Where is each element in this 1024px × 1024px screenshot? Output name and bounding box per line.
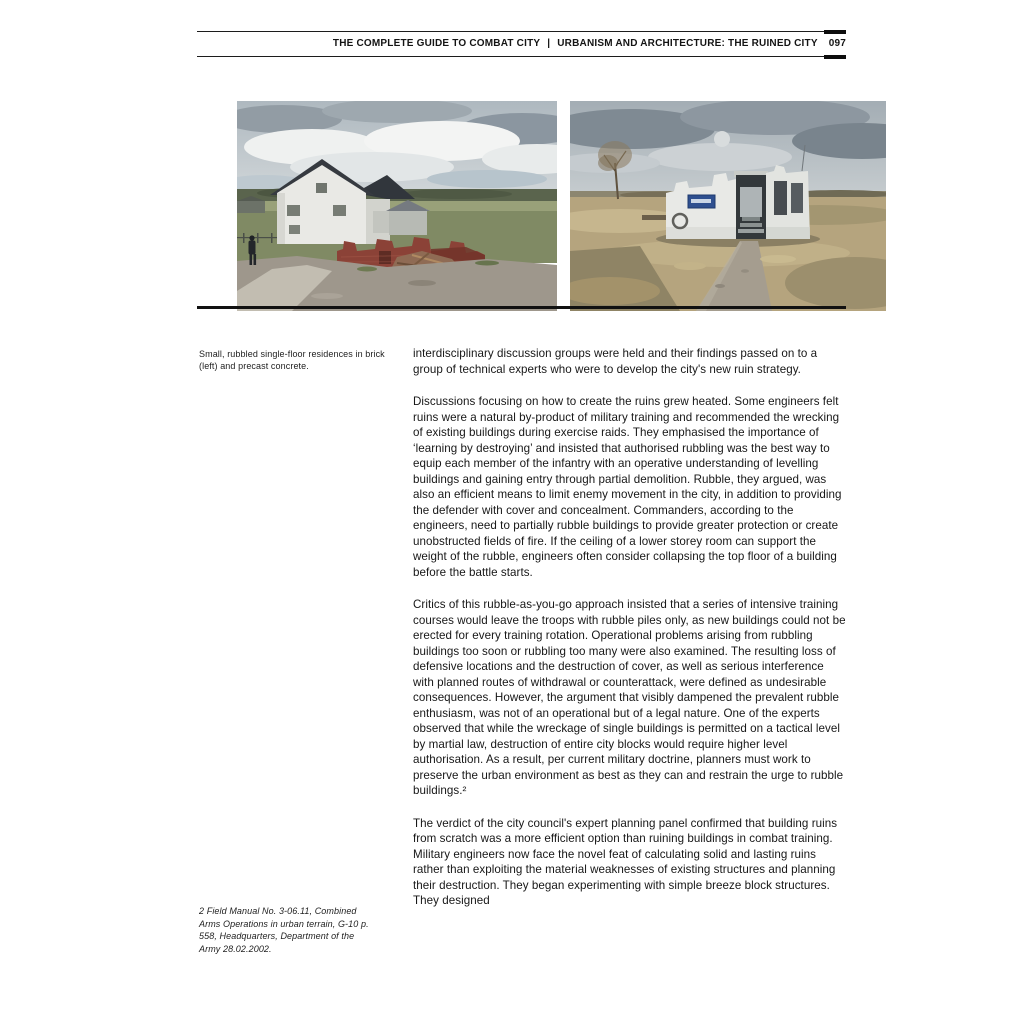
header-rule-top-end-bar [824,30,846,34]
body-paragraph: Critics of this rubble-as-you-go approach insisted that a series of intensive training courses would leave the troops with rubble piles only, as new buildings could not be erected for every training rotation. Operational problems arising from rubbling buildings too soon or rubbling too many were also examined. The resulting loss of defensive locations and the destruction of cover, as well as serious interference with planned routes of withdrawal or counterattack, were defined as undesirable consequences. However, the argument that visibly dampened the prevalent rubble enthusiasm, was not of an operational but of a legal nature. One of the experts observed that while the wreckage of single buildings is permitted on a tactical level by martial law, destruction of entire city blocks would require higher level authorisation. As a result, per current military doctrine, planners must work to preserve the urban environment as best as they can and restrain the urge to rubble buildings.² [413,598,846,797]
fallen-log [642,215,666,220]
header-separator: | [547,38,551,49]
running-header [333,38,846,49]
article-body [413,346,847,926]
distant-shed [237,201,265,213]
photo-concrete-ruin-illustration [570,101,886,311]
photo-brick-rubble-residence [237,101,557,311]
section-divider-rule [197,306,846,309]
footnote-number: 2 [199,906,205,916]
body-paragraph: interdisciplinary discussion groups were held and their findings passed on to a group of technical experts who were to develop the city's new ruin strategy. [413,347,818,376]
body-paragraph: The verdict of the city council's expert planning panel confirmed that building ruins from scratch was a more efficient option than ruining buildings in combat training. Military engineers now face the novel feat of calculating solid and lasting ruins rather than exploiting the material weaknesses of existing structures and planning their destruction. They began experimenting with simple breeze block structures. They designed [413,816,838,907]
window-opening [791,183,803,213]
header-rule-top [197,31,846,32]
window-opening [774,181,787,215]
footnote [199,905,375,955]
photo-caption: Small, rubbled single-floor residences in brick (left) and precast concrete. [199,349,385,371]
photo-precast-concrete-ruin [570,101,886,311]
page-number: 097 [828,38,846,49]
header-section-title: URBANISM AND ARCHITECTURE: THE RUINED CITY [557,38,818,49]
header-rule-bottom [197,56,846,57]
body-paragraph: Discussions focusing on how to create the ruins grew heated. Some engineers felt ruins were a natural by-product of military training and recommended the wrecking of existing buildings during exercise raids. They emphasised the importance of ‘learning by destroying’ and insisted that authorised rubbling was the best way to equip each member of the infantry with an operative understanding of levelling buildings and gaining entry through partial demolition. Rubble, they argued, was also an efficient means to limit enemy movement in the city, in addition to providing the defender with cover and concealment. Commanders, according to the engineers, need to partially rubble buildings to provide greater protection or create unobstructed fields of fire. If the ceiling of a lower storey room can support the weight of the rubble, engineers often consider collapsing the top floor of a building before the battle starts. [413,395,842,579]
header-rule-bottom-end-bar [824,55,846,59]
footnote-text: Field Manual No. 3-06.11, Combined Arms Operations in urban terrain, G-10 p. 558, Headquarters, Department of the Army 28.02.2002. [199,906,369,954]
photo-brick-rubble-illustration [237,101,557,311]
header-book-title: THE COMPLETE GUIDE TO COMBAT CITY [332,38,541,49]
